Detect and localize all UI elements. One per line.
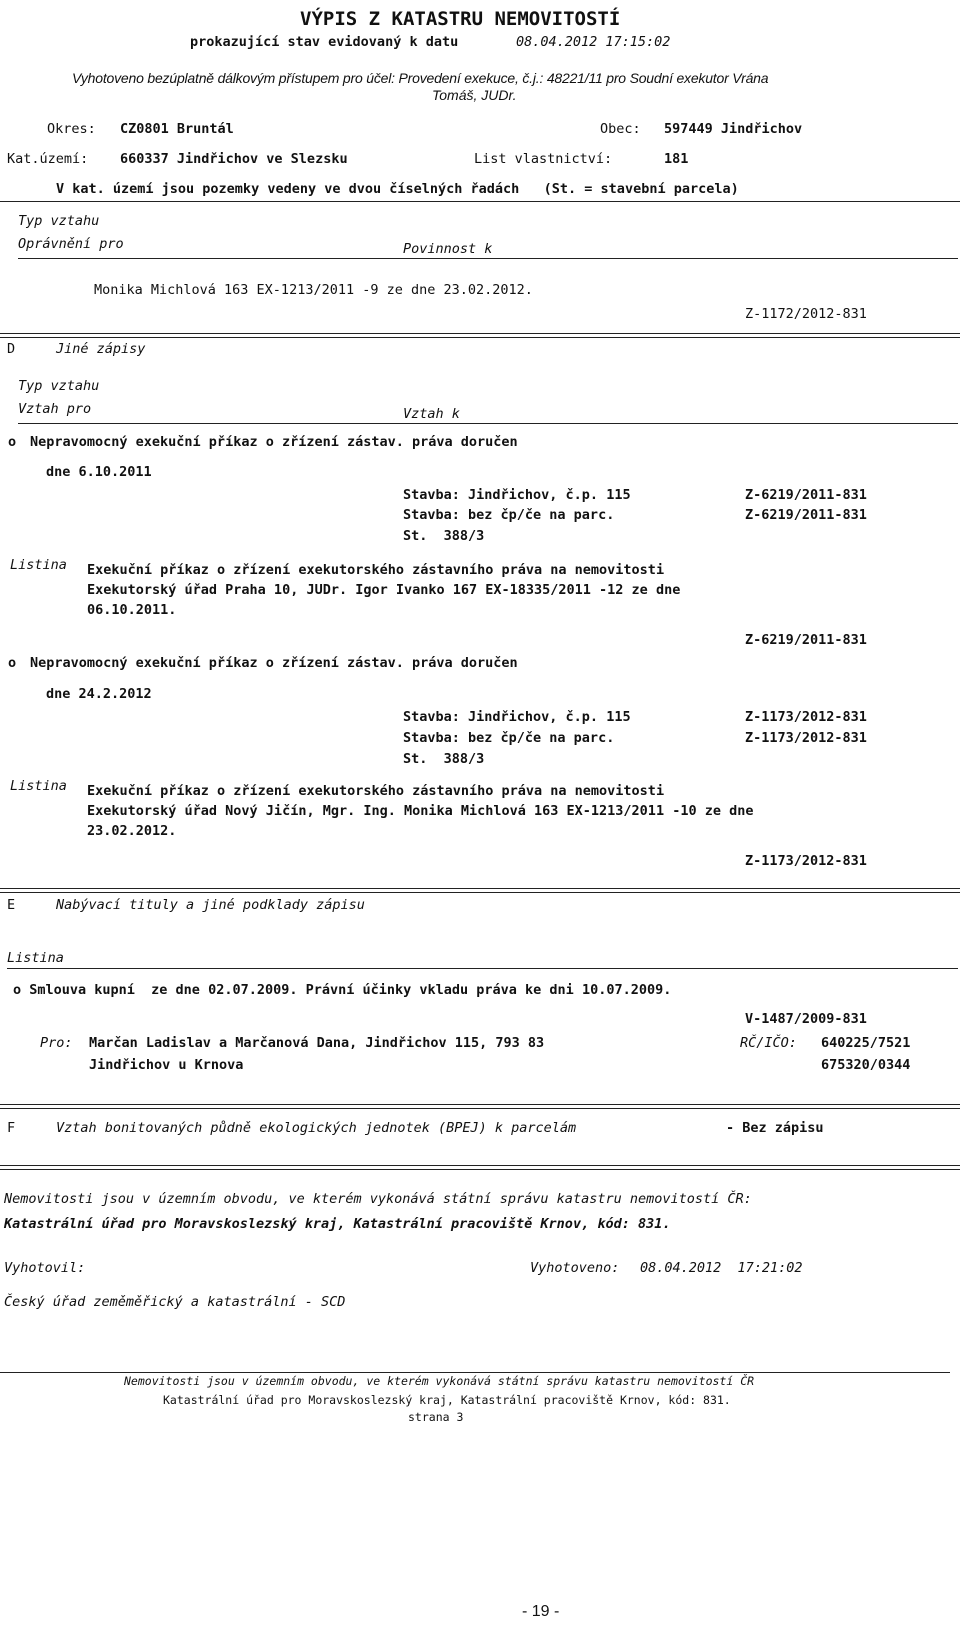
opravneni-pro-label: Oprávnění pro <box>18 236 124 252</box>
typ-vztahu-label: Typ vztahu <box>18 378 100 394</box>
okres-value: CZ0801 Bruntál <box>120 121 234 137</box>
entry-bullet: o <box>8 655 17 671</box>
katuzemi-value: 660337 Jindřichov ve Slezsku <box>120 151 348 167</box>
divider <box>18 258 958 259</box>
rc-value-2: 675320/0344 <box>821 1057 911 1073</box>
section-d-title: Jiné zápisy <box>56 341 146 357</box>
office-line: Katastrální úřad pro Moravskoslezský kraj, Katastrální pracoviště Krnov, kód: 831. <box>4 1216 671 1232</box>
entry-ref-2: Z-6219/2011-831 <box>745 507 867 523</box>
listina-line-1: Exekuční příkaz o zřízení exekutorského zástavního práva na nemovitosti <box>87 562 665 578</box>
entry-ref-1: Z-6219/2011-831 <box>745 487 867 503</box>
entry-ref-1: Z-1173/2012-831 <box>745 709 867 725</box>
entry-heading: Nepravomocný exekuční příkaz o zřízení zástav. práva doručen <box>30 434 518 450</box>
entry-ref-2: Z-1173/2012-831 <box>745 730 867 746</box>
section-e-ref: V-1487/2009-831 <box>745 1011 867 1027</box>
pro-line-2: Jindřichov u Krnova <box>89 1057 244 1073</box>
page-footer-line-3: strana 3 <box>408 1410 464 1424</box>
section-c-ref: Z-1172/2012-831 <box>745 306 867 322</box>
section-e-title: Nabývací tituly a jiné podklady zápisu <box>56 897 365 913</box>
listina-line-2: Exekutorský úřad Praha 10, JUDr. Igor Ivanko 167 EX-18335/2011 -12 ze dne <box>87 582 681 598</box>
entry-stavba-2: Stavba: bez čp/če na parc. <box>403 730 615 746</box>
listina-line-3: 23.02.2012. <box>87 823 177 839</box>
entry-heading: Nepravomocný exekuční příkaz o zřízení zástav. práva doručen <box>30 655 518 671</box>
okres-label: Okres: <box>47 121 96 137</box>
vyhotovil-label: Vyhotovil: <box>4 1260 86 1276</box>
entry-date: dne 6.10.2011 <box>46 464 152 480</box>
pro-line-1: Marčan Ladislav a Marčanová Dana, Jindřichov 115, 793 83 <box>89 1035 545 1051</box>
subtitle-prefix: prokazující stav evidovaný k datu <box>190 34 459 50</box>
vyhotoveno-label: Vyhotoveno: <box>530 1260 620 1276</box>
entry-stavba-1: Stavba: Jindřichov, č.p. 115 <box>403 709 631 725</box>
divider <box>18 423 958 424</box>
agency-name: Český úřad zeměměřický a katastrální - SCD <box>4 1294 346 1310</box>
territory-line: Nemovitosti jsou v územním obvodu, ve kterém vykonává státní správu katastru nemovitostí ČR: <box>4 1191 752 1207</box>
listina-label: Listina <box>10 557 67 573</box>
entry-stavba-3: St. 388/3 <box>403 751 485 767</box>
typ-vztahu-label: Typ vztahu <box>18 213 100 229</box>
vztah-pro-label: Vztah pro <box>18 401 92 417</box>
listina-label: Listina <box>10 778 67 794</box>
listina-line-3: 06.10.2011. <box>87 602 177 618</box>
section-divider <box>0 333 960 338</box>
entry-bullet: o <box>8 434 17 450</box>
section-f-letter: F <box>7 1120 16 1136</box>
section-d-letter: D <box>7 341 16 357</box>
section-f-title: Vztah bonitovaných půdně ekologických jednotek (BPEJ) k parcelám <box>56 1120 577 1136</box>
obec-value: 597449 Jindřichov <box>664 121 803 137</box>
listina-line-2: Exekutorský úřad Nový Jičín, Mgr. Ing. Monika Michlová 163 EX-1213/2011 -10 ze dne <box>87 803 754 819</box>
purpose-line-2: Tomáš, JUDr. <box>432 87 517 103</box>
list-label: List vlastnictví: <box>474 151 613 167</box>
vyhotoveno-value: 08.04.2012 17:21:02 <box>640 1260 803 1276</box>
divider <box>0 201 960 202</box>
entry-stavba-3: St. 388/3 <box>403 528 485 544</box>
section-e-entry: o Smlouva kupní ze dne 02.07.2009. Právní účinky vkladu práva ke dni 10.07.2009. <box>13 982 672 998</box>
parcel-note: V kat. území jsou pozemky vedeny ve dvou číselných řadách (St. = stavební parcela) <box>56 181 739 197</box>
obec-label: Obec: <box>600 121 641 137</box>
section-divider <box>0 1165 960 1170</box>
entry-stavba-2: Stavba: bez čp/če na parc. <box>403 507 615 523</box>
entry-date: dne 24.2.2012 <box>46 686 152 702</box>
listina-ref: Z-6219/2011-831 <box>745 632 867 648</box>
listina-ref: Z-1173/2012-831 <box>745 853 867 869</box>
section-divider <box>0 1104 960 1109</box>
vztah-k-label: Vztah k <box>403 406 460 422</box>
pro-label: Pro: <box>40 1035 73 1051</box>
listina-line-1: Exekuční příkaz o zřízení exekutorského zástavního práva na nemovitosti <box>87 783 665 799</box>
rc-label: RČ/IČO: <box>740 1035 797 1051</box>
rc-value-1: 640225/7521 <box>821 1035 911 1051</box>
katuzemi-label: Kat.území: <box>7 151 89 167</box>
page-number: - 19 - <box>522 1603 560 1620</box>
section-e-letter: E <box>7 897 16 913</box>
page-footer-line-2: Katastrální úřad pro Moravskoslezský kraj, Katastrální pracoviště Krnov, kód: 831. <box>163 1393 731 1407</box>
purpose-line-1: Vyhotoveno bezúplatně dálkovým přístupem pro účel: Provedení exekuce, č.j.: 48221/11 pro Soudní exekutor Vrána <box>72 70 769 86</box>
list-value: 181 <box>664 151 689 167</box>
section-e-listina-label: Listina <box>7 950 64 966</box>
subtitle-date: 08.04.2012 17:15:02 <box>516 34 671 50</box>
section-c-line: Monika Michlová 163 EX-1213/2011 -9 ze dne 23.02.2012. <box>94 282 533 298</box>
divider <box>7 968 958 969</box>
page-footer-rule <box>0 1372 950 1373</box>
entry-stavba-1: Stavba: Jindřichov, č.p. 115 <box>403 487 631 503</box>
page-footer-line-1: Nemovitosti jsou v územním obvodu, ve kterém vykonává státní správu katastru nemovitostí ČR <box>124 1374 755 1388</box>
povinnost-k-label: Povinnost k <box>403 241 493 257</box>
document-title: VÝPIS Z KATASTRU NEMOVITOSTÍ <box>300 8 621 30</box>
section-f-suffix: - Bez zápisu <box>726 1120 824 1136</box>
section-divider <box>0 888 960 893</box>
